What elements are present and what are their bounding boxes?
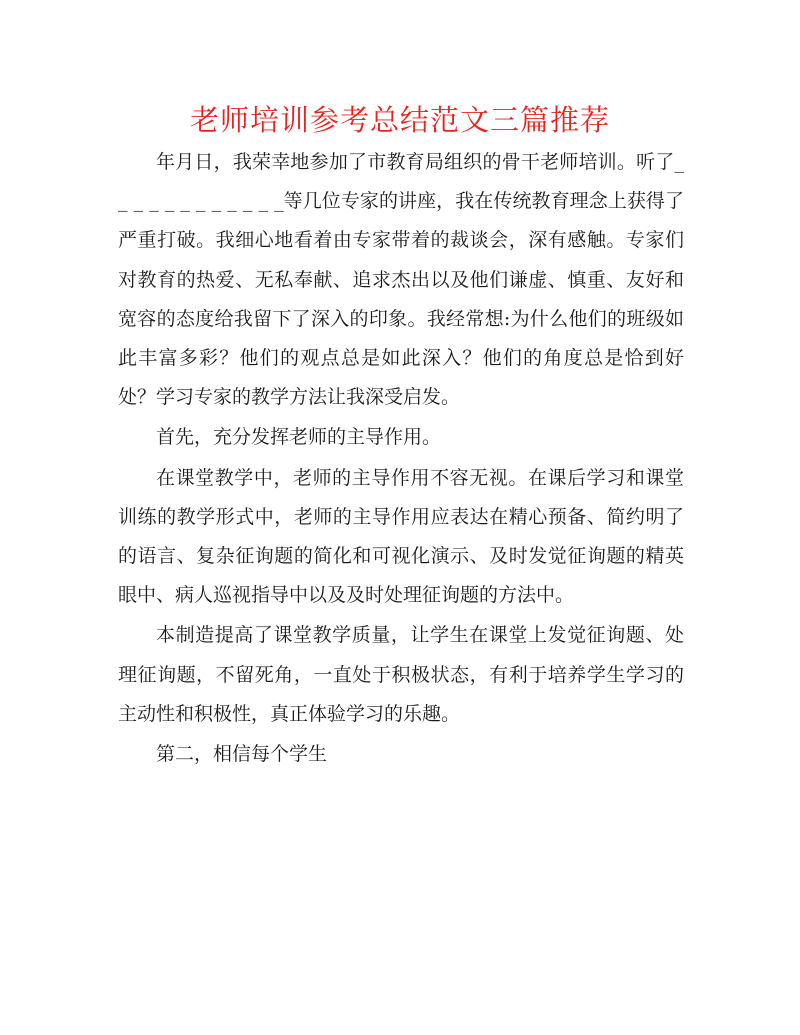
document-body — [118, 143, 684, 775]
paragraph-point-one-heading: 首先，充分发挥老师的主导作用。 — [156, 426, 442, 449]
paragraph-teaching-quality: 本制造提高了课堂教学质量，让学生在课堂上发觉征询题、处理征询题，不留死角，一直处于积极状态，有利于培养学生学习的主动性和积极性，真正体验学习的乐趣。 — [118, 624, 684, 725]
document-title: 老师培训参考总结范文三篇推荐 — [189, 103, 610, 137]
paragraph-intro: 年月日，我荣幸地参加了市教育局组织的骨干老师培训。听了_ _ _ _ _ _ _ _ _ _ _ _等几位专家的讲座，我在传统教育理念上获得了严重打破。我细心地看着由专家带着的裁谈会，深有感触。专家们对教育的热爱、无私奉献、追求杰出以及他们谦虚、慎重、友好和宽容的态度给我留下了深入的印象。我经常想:为什么他们的班级如此丰富多彩？他们的观点总是如此深入？他们的角度总是恰到好处？学习专家的教学方法让我深受启发。 — [118, 151, 684, 409]
paragraph-classroom-teaching: 在课堂教学中，老师的主导作用不容无视。在课后学习和课堂训练的教学形式中，老师的主导作用应表达在精心预备、简约明了的语言、复杂征询题的简化和可视化演示、及时发觉征询题的精英眼中、病人巡视指导中以及及时处理征询题的方法中。 — [118, 466, 684, 607]
paragraph-point-two-heading: 第二，相信每个学生 — [156, 743, 328, 766]
